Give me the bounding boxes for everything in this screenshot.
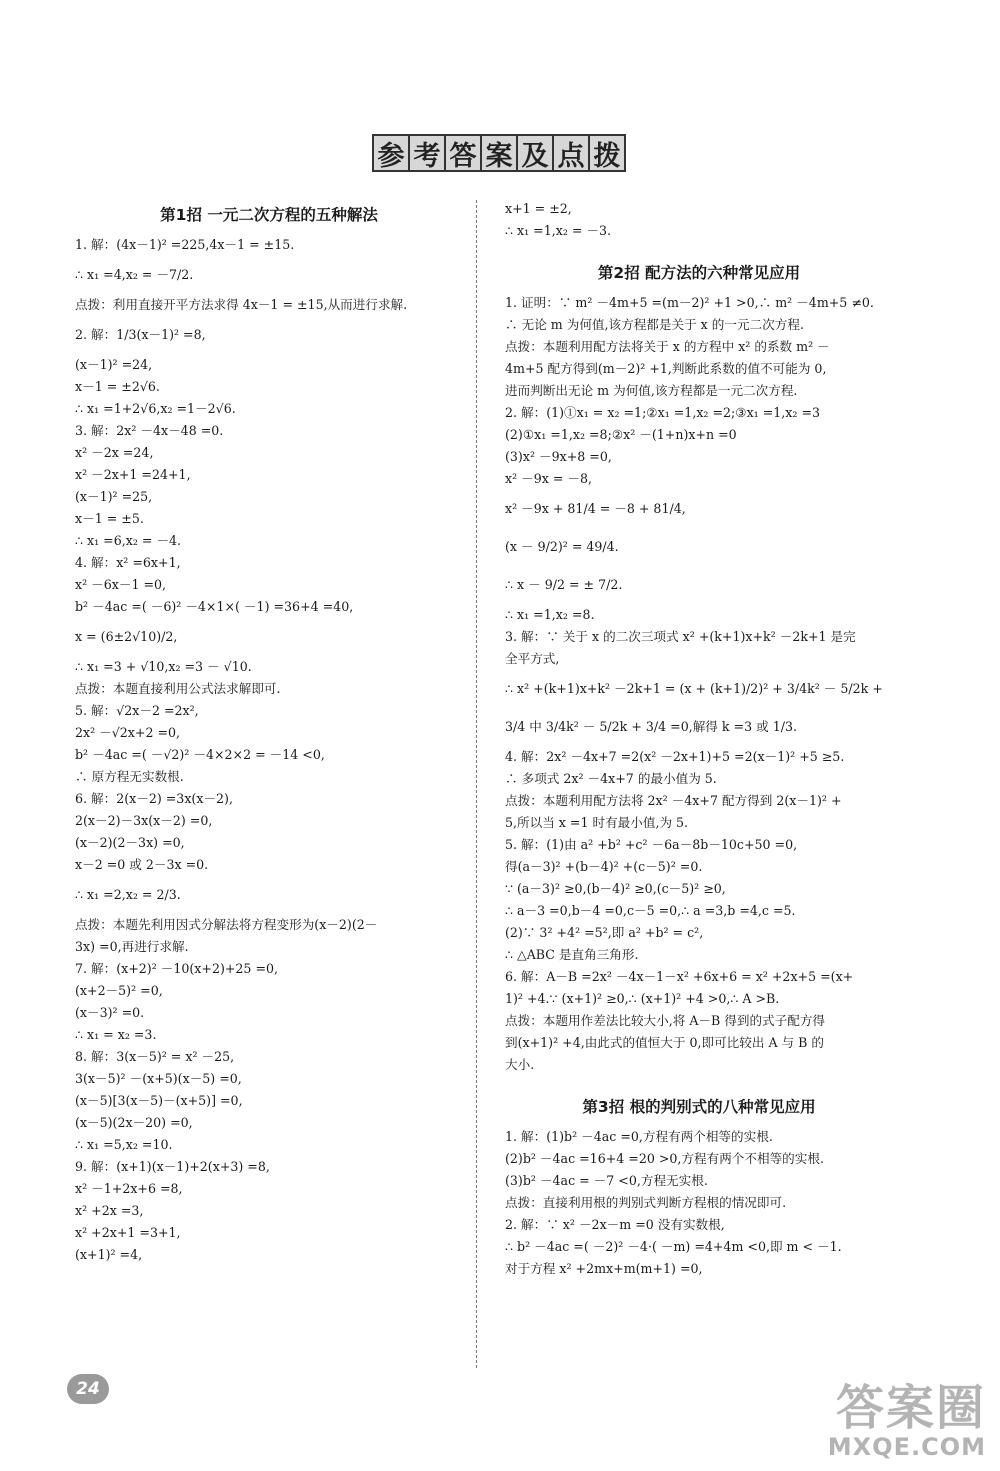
- answer-line: (x－1)² =24,: [75, 357, 153, 372]
- answer-line: (x+1)² =4,: [75, 1247, 143, 1262]
- title-char-box: 点: [552, 134, 590, 172]
- answer-line: x² －2x =24,: [75, 445, 154, 460]
- answer-line: 点拨：利用直接开平方法求得 4x－1 = ±15,从而进行求解.: [75, 297, 408, 312]
- answer-line: 2(x－2)－3x(x－2) =0,: [75, 813, 213, 828]
- answer-line: ∴ x₁ =2,x₂ = 2/3.: [75, 887, 181, 902]
- answer-line: 5. 解：√2x－2 =2x²,: [75, 703, 199, 718]
- answer-line: x+1 = ±2,: [505, 201, 572, 216]
- answer-line: ∴ 多项式 2x² －4x+7 的最小值为 5.: [505, 771, 717, 786]
- answer-line: 全平方式,: [505, 651, 560, 666]
- answer-line: ∵ (a－3)² ≥0,(b－4)² ≥0,(c－5)² ≥0,: [505, 881, 726, 896]
- answer-line: 3. 解：∵ 关于 x 的二次三项式 x² +(k+1)x+k² －2k+1 是完: [505, 629, 856, 644]
- answer-line: x－1 = ±2√6.: [75, 379, 160, 394]
- answer-line: ∴ x₁ =6,x₂ = －4.: [75, 533, 182, 548]
- answer-line: 点拨：本题用作差法比较大小,将 A－B 得到的式子配方得: [505, 1013, 826, 1028]
- answer-line: ∴ x² +(k+1)x+k² －2k+1 = (x + (k+1)/2)² + 3/4k² － 5/2k +: [505, 681, 883, 696]
- answer-line: 得(a－3)² +(b－4)² +(c－5)² =0.: [505, 859, 703, 874]
- answer-line: ∴ x₁ =1,x₂ =8.: [505, 607, 595, 622]
- answer-line: x² －6x－1 =0,: [75, 577, 167, 592]
- answer-line: (3)x² －9x+8 =0,: [505, 449, 612, 464]
- page-title: [0, 134, 1000, 176]
- answer-line: 9. 解：(x+1)(x－1)+2(x+3) =8,: [75, 1159, 270, 1174]
- answer-line: 点拨：本题先利用因式分解法将方程变形为(x－2)(2－: [75, 917, 378, 932]
- answer-line: x－2 =0 或 2－3x =0.: [75, 857, 209, 872]
- answer-line: x² +2x =3,: [75, 1203, 144, 1218]
- answer-line: (x－5)(2x－20) =0,: [75, 1115, 193, 1130]
- section-heading: 第2招 配方法的六种常见应用: [597, 264, 801, 282]
- answer-line: 大小.: [505, 1057, 535, 1072]
- answer-line: b² －4ac =( －√2)² －4×2×2 = －14 <0,: [75, 747, 325, 762]
- answer-line: 4m+5 配方得到(m－2)² +1,判断此系数的值不可能为 0,: [505, 361, 827, 376]
- answer-lines: [75, 234, 463, 1266]
- title-char-box: 案: [480, 134, 518, 172]
- left-column: [75, 198, 463, 1266]
- section-heading: 第3招 根的判别式的八种常见应用: [582, 1098, 816, 1116]
- answer-line: 点拨：直接利用根的判别式判断方程根的情况即可.: [505, 1195, 787, 1210]
- answer-line: ∴ x₁ =3 + √10,x₂ =3 － √10.: [75, 659, 252, 674]
- answer-line: 3x) =0,再进行求解.: [75, 939, 189, 954]
- answer-line: ∴ 无论 m 为何值,该方程都是关于 x 的一元二次方程.: [505, 317, 804, 332]
- answer-line: ∴ x － 9/2 = ± 7/2.: [505, 577, 623, 592]
- answer-line: 点拨：本题利用配方法将关于 x 的方程中 x² 的系数 m² －: [505, 339, 830, 354]
- answer-line: (x－1)² =25,: [75, 489, 153, 504]
- answer-line: 1. 证明：∵ m² －4m+5 =(m－2)² +1 >0,∴ m² －4m+5 ≠0.: [505, 295, 874, 310]
- answer-line: (x－3)² =0.: [75, 1005, 145, 1020]
- answer-line: ∴ x₁ =5,x₂ =10.: [75, 1137, 173, 1152]
- answer-lines: [505, 292, 893, 1076]
- answer-line: b² －4ac =( －6)² －4×1×( －1) =36+4 =40,: [75, 599, 354, 614]
- answer-line: x = (6±2√10)/2,: [75, 629, 178, 644]
- answer-line: x² +2x+1 =3+1,: [75, 1225, 181, 1240]
- answer-line: 点拨：本题利用配方法将 2x² －4x+7 配方得到 2(x－1)² +: [505, 793, 842, 808]
- answer-line: 7. 解：(x+2)² －10(x+2)+25 =0,: [75, 961, 279, 976]
- answer-line: 5. 解：(1)由 a² +b² +c² －6a－8b－10c+50 =0,: [505, 837, 798, 852]
- answer-line: 8. 解：3(x－5)² = x² －25,: [75, 1049, 235, 1064]
- answer-line: 2x² －√2x+2 =0,: [75, 725, 181, 740]
- answer-lines: [505, 1126, 893, 1280]
- answer-line: ∴ a－3 =0,b－4 =0,c－5 =0,∴ a =3,b =4,c =5.: [505, 903, 796, 918]
- answer-line: ∴ x₁ =1+2√6,x₂ =1－2√6.: [75, 401, 236, 416]
- answer-line: 2. 解：1/3(x－1)² =8,: [75, 327, 206, 342]
- answer-line: 3(x－5)² －(x+5)(x－5) =0,: [75, 1071, 242, 1086]
- answer-lines: [505, 198, 893, 242]
- answer-line: 6. 解：A－B =2x² －4x－1－x² +6x+6 = x² +2x+5 =(x+: [505, 969, 854, 984]
- answer-line: (2)∵ 3² +4² =5²,即 a² +b² = c²,: [505, 925, 704, 940]
- answer-line: (x－2)(2－3x) =0,: [75, 835, 185, 850]
- answer-line: x² －9x + 81/4 = －8 + 81/4,: [505, 501, 686, 516]
- answer-line: 6. 解：2(x－2) =3x(x－2),: [75, 791, 233, 806]
- title-char-box: 参: [372, 134, 410, 172]
- answer-line: 2. 解：∵ x² －2x－m =0 没有实数根,: [505, 1217, 725, 1232]
- answer-line: x² －1+2x+6 =8,: [75, 1181, 183, 1196]
- answer-line: x－1 = ±5.: [75, 511, 144, 526]
- answer-line: 进而判断出无论 m 为何值,该方程都是一元二次方程.: [505, 383, 798, 398]
- page-number: 24: [67, 1374, 109, 1404]
- answer-line: (x － 9/2)² = 49/4.: [505, 539, 619, 554]
- answer-line: 3. 解：2x² －4x－48 =0.: [75, 423, 224, 438]
- answer-line: (x+2－5)² =0,: [75, 983, 163, 998]
- answer-line: ∴ x₁ =1,x₂ = －3.: [505, 223, 612, 238]
- answer-line: (2)①x₁ =1,x₂ =8;②x² －(1+n)x+n =0: [505, 427, 737, 442]
- answer-line: x² －2x+1 =24+1,: [75, 467, 191, 482]
- answer-line: 1. 解：(4x－1)² =225,4x－1 = ±15.: [75, 237, 295, 252]
- answer-line: 1)² +4.∵ (x+1)² ≥0,∴ (x+1)² +4 >0,∴ A >B.: [505, 991, 780, 1006]
- answer-line: (2)b² －4ac =16+4 =20 >0,方程有两个不相等的实根.: [505, 1151, 824, 1166]
- answer-line: 5,所以当 x =1 时有最小值,为 5.: [505, 815, 689, 830]
- answer-line: ∴ b² －4ac =( －2)² －4·( －m) =4+4m <0,即 m < －1.: [505, 1239, 842, 1254]
- column-divider: [476, 200, 477, 1368]
- answer-line: x² －9x = －8,: [505, 471, 593, 486]
- answer-line: 4. 解：x² =6x+1,: [75, 555, 181, 570]
- watermark-url: MXQE.COM: [827, 1433, 986, 1461]
- answer-line: ∴ x₁ =4,x₂ = －7/2.: [75, 267, 194, 282]
- answer-line: 点拨：本题直接利用公式法求解即可.: [75, 681, 281, 696]
- answer-line: 到(x+1)² +4,由此式的值恒大于 0,即可比较出 A 与 B 的: [505, 1035, 824, 1050]
- title-char-box: 答: [444, 134, 482, 172]
- answer-line: 对于方程 x² +2mx+m(m+1) =0,: [505, 1261, 703, 1276]
- watermark-text: 答案圈: [835, 1380, 986, 1436]
- section-heading: 第1招 一元二次方程的五种解法: [160, 206, 378, 224]
- answer-line: 2. 解：(1)①x₁ = x₂ =1;②x₁ =1,x₂ =2;③x₁ =1,x₂ =3: [505, 405, 821, 420]
- answer-line: (x－5)[3(x－5)－(x+5)] =0,: [75, 1093, 243, 1108]
- title-char-box: 及: [516, 134, 554, 172]
- answer-line: 1. 解：(1)b² －4ac =0,方程有两个相等的实根.: [505, 1129, 773, 1144]
- answer-line: ∴ 原方程无实数根.: [75, 769, 184, 784]
- right-column: [505, 198, 893, 1280]
- title-char-box: 考: [408, 134, 446, 172]
- title-char-box: 拨: [588, 134, 626, 172]
- watermark-logo: [827, 1380, 986, 1461]
- answer-line: (3)b² －4ac = －7 <0,方程无实根.: [505, 1173, 708, 1188]
- answer-line: 4. 解：2x² －4x+7 =2(x² －2x+1)+5 =2(x－1)² +5 ≥5.: [505, 749, 845, 764]
- answer-line: ∴ x₁ = x₂ =3.: [75, 1027, 157, 1042]
- answer-line: 3/4 中 3/4k² － 5/2k + 3/4 =0,解得 k =3 或 1/3.: [505, 719, 797, 734]
- answer-line: ∴ △ABC 是直角三角形.: [505, 947, 639, 962]
